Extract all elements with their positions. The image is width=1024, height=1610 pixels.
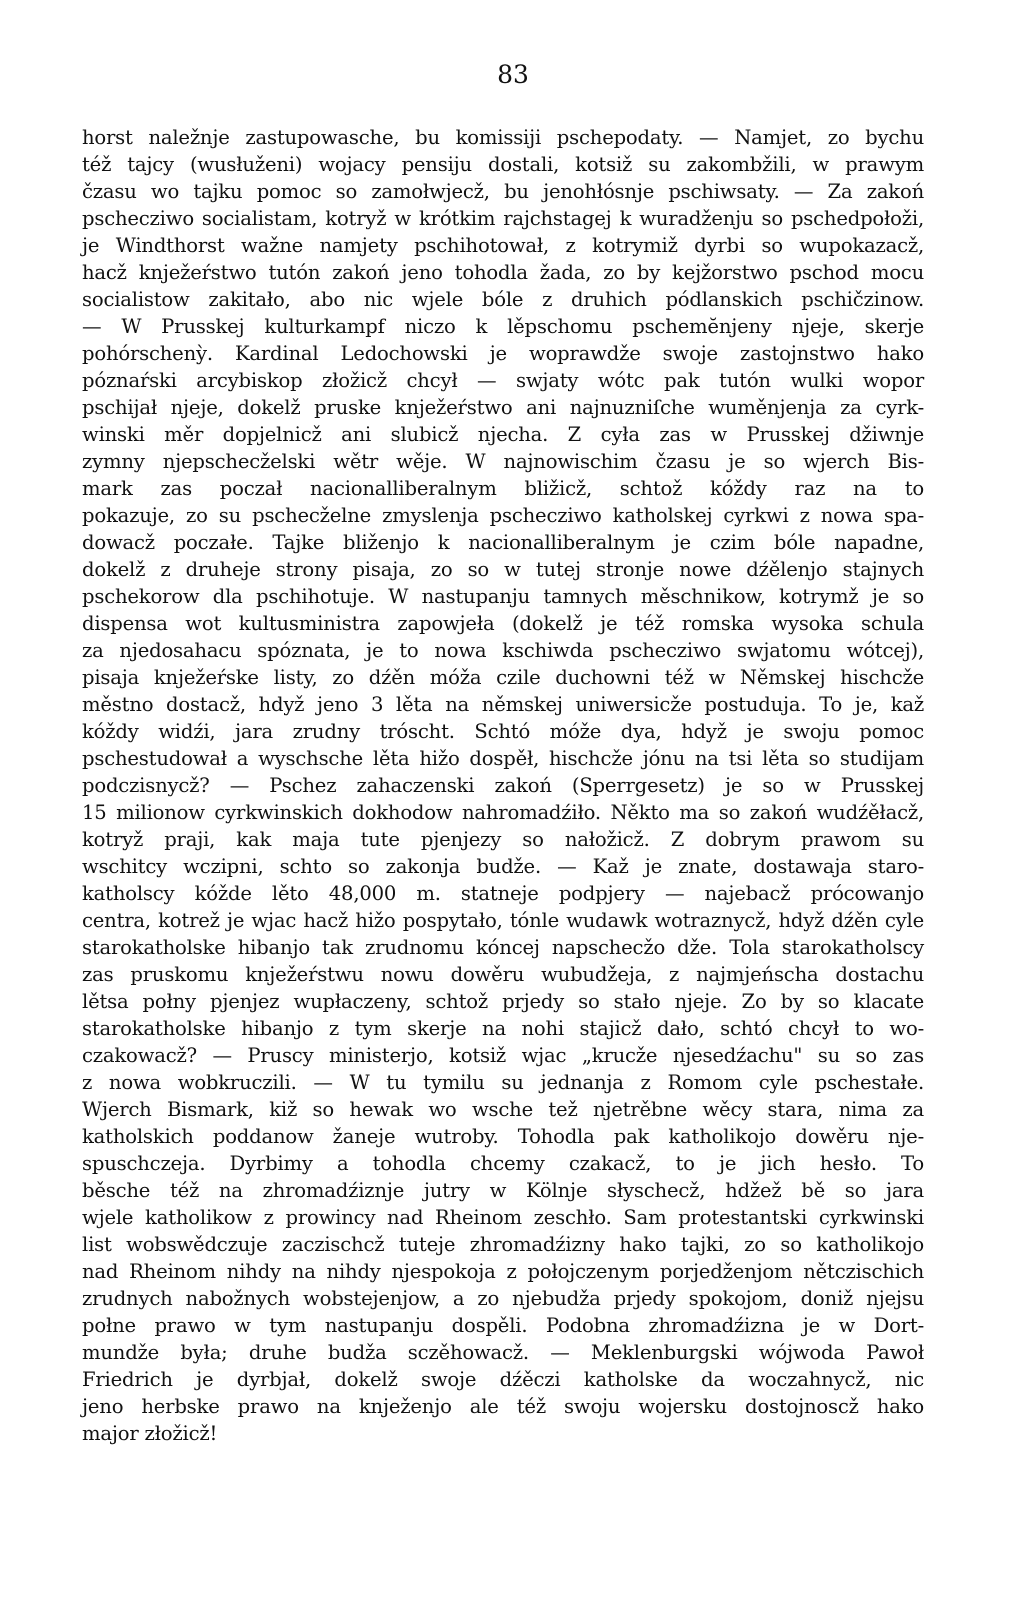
text-line: wschitcy wczipni, schto so zakonja budže. — Kaž je znate, dostawaja staro- (82, 855, 924, 878)
text-line: starokatholske hibanjo z tym skerje na nohi stajicž dało, schtó chcył to wo- (82, 1017, 924, 1040)
text-line: major złožicž! (82, 1422, 218, 1445)
text-line: Friedrich je dyrbjał, dokelž swoje dźěczi katholske da woczahnycž, nic (82, 1368, 924, 1391)
text-line: podczisnycž? — Pschez zahaczenski zakoń (Sperrgesetz) je so w Prusskej (82, 774, 924, 797)
page-number: 83 (497, 60, 529, 89)
text-line: list wobswědczuje zaczischcž tuteje zhromadźizny hako tajki, zo so katholikojo (82, 1233, 924, 1256)
text-line: za njedosahacu spóznata, je to nowa kschiwda pschecziwo swjatomu wótcej), (82, 639, 924, 662)
text-line: pokazuje, zo su pschecželne zmyslenja pschecziwo katholskej cyrkwi z nowa spa- (82, 504, 924, 527)
text-line: dokelž z druheje strony pisaja, zo so w tutej stronje nowe dźělenjo stajnych (82, 558, 924, 581)
text-line: běsche též na zhromadźiznje jutry w Kölnje słyschecž, hdžež bě so jara (82, 1179, 924, 1202)
text-line: hacž knježeŕstwo tutón zakoń jeno tohodla žada, zo by kejžorstwo pschod mocu (82, 261, 924, 284)
book-page (82, 60, 924, 1447)
text-line: nad Rheinom nihdy na nihdy njespokoja z połojczenym porjedženjom nětczischich (82, 1260, 924, 1283)
text-line: starokatholske hibanjo tak zrudnomu kóncej napschecžo dže. Tola starokatholscy (82, 936, 924, 959)
text-line: mark zas poczał nacionalliberalnym bližicž, schtož kóždy raz na to (82, 477, 924, 500)
text-line: pschekorow dla pschihotuje. W nastupanju tamnych měschnikow, kotrymž je so (82, 585, 924, 608)
text-line: wjele katholikow z prowincy nad Rheinom zeschło. Sam protestantski cyrkwinski (82, 1206, 924, 1229)
text-line: połne prawo w tym nastupanju dospěli. Podobna zhromadźizna je w Dort- (82, 1314, 924, 1337)
text-line: horst naležnje zastupowasche, bu komissiji pschepodaty. — Namjet, zo bychu (82, 126, 924, 149)
text-line: czakowacž? — Pruscy ministerjo, kotsiž wjac „krucže njesedźachu" su so zas (82, 1044, 924, 1067)
text-line: spuschczeja. Dyrbimy a tohodla chcemy czakacž, to je jich hesło. To (82, 1152, 924, 1175)
text-line: z nowa wobkruczili. — W tu tymilu su jednanja z Romom cyle pschestałe. (82, 1071, 924, 1094)
text-line: jeno herbske prawo na knježenjo ale též swoju wojersku dostojnoscž hako (82, 1395, 924, 1418)
text-line: dispensa wot kultusministra zapowjeła (dokelž je též romska wysoka schula (82, 612, 924, 635)
text-line: dowacž poczałe. Tajke bliženjo k nacionalliberalnym je czim bóle napadne, (82, 531, 924, 554)
text-line: kóždy widźi, jara zrudny tróscht. Schtó móže dya, hdyž je swoju pomoc (82, 720, 924, 743)
text-line: Wjerch Bismark, kiž so hewak wo wsche tež njetrěbne wěcy stara, nima za (82, 1098, 924, 1121)
text-line: póznaŕski arcybiskop złožicž chcył — swjaty wótc pak tutón wulki wopor (82, 369, 924, 392)
text-line: mundže była; druhe budža sczěhowacž. — Meklenburgski wójwoda Pawoł (82, 1341, 924, 1364)
text-line: zrudnych nabožnych wobstejenjow, a zo njebudža prjedy spokojom, doniž njejsu (82, 1287, 924, 1310)
text-line: 15 milionow cyrkwinskich dokhodow nahromadźiło. Někto ma so zakoń wudźěłacž, (82, 801, 924, 824)
text-line: kotryž praji, kak maja tute pjenjezy so nałožicž. Z dobrym prawom su (82, 828, 924, 851)
text-line: pschijał njeje, dokelž pruske knježeŕstwo ani najnuzniſche wuměnjenja za cyrk- (82, 396, 924, 419)
text-line: pisaja knježeŕske listy, zo dźěn móža czile duchowni též w Němskej hischcže (82, 666, 924, 689)
text-line: pschestudował a wyschsche lěta hižo dospěł, hischcže jónu na tsi lěta so studijam (82, 747, 924, 770)
text-line: — W Prusskej kulturkampf niczo k lěpschomu pschemĕnjeny njeje, skerje (82, 315, 924, 338)
text-line: zymny njepschecželski wětr wěje. W najnowischim čzasu je so wjerch Bis- (82, 450, 924, 473)
body-text (82, 124, 924, 1447)
text-line: pohórschenỳ. Kardinal Ledochowski je woprawdže swoje zastojnstwo hako (82, 342, 924, 365)
text-line: čzasu wo tajku pomoc so zamołwjecž, bu jenohłósnje pschiwsaty. — Za zakoń (82, 180, 924, 203)
text-line: zas pruskomu knježeŕstwu nowu dowěru wubudžeja, z najmjeńscha dostachu (82, 963, 924, 986)
text-line: městno dostacž, hdyž jeno 3 lěta na němskej uniwersicže postuduja. To je, kaž (82, 693, 924, 716)
text-line: socialistow zakitało, abo nic wjele bóle z druhich pódlanskich pschičzinow. (82, 288, 924, 311)
text-line: je Windthorst wažne namjety pschihotował, z kotrymiž dyrbi so wupokazacž, (82, 234, 924, 257)
text-line: winski měr dopjelnicž ani slubicž njecha. Z cyła zas w Prusskej džiwnje (82, 423, 924, 446)
text-line: též tajcy (wusłuženi) wojacy pensiju dostali, kotsiž su zakombžili, w prawym (82, 153, 924, 176)
text-line: centra, kotrež je wjac hacž hižo pospytało, tónle wudawk wotraznycž, hdyž dźěn cyle (82, 909, 924, 932)
text-line: katholscy kóžde lěto 48,000 m. statneje podpjery — najebacž prócowanjo (82, 882, 924, 905)
text-line: lětsa połny pjenjez wupłaczeny, schtož prjedy so stało njeje. Zo by so klacate (82, 990, 924, 1013)
text-line: pschecziwo socialistam, kotryž w krótkim rajchstagej k wuradženju so pschedpołoži, (82, 207, 924, 230)
text-line: katholskich poddanow žaneje wutroby. Tohodla pak katholikojo dowěru nje- (82, 1125, 924, 1148)
